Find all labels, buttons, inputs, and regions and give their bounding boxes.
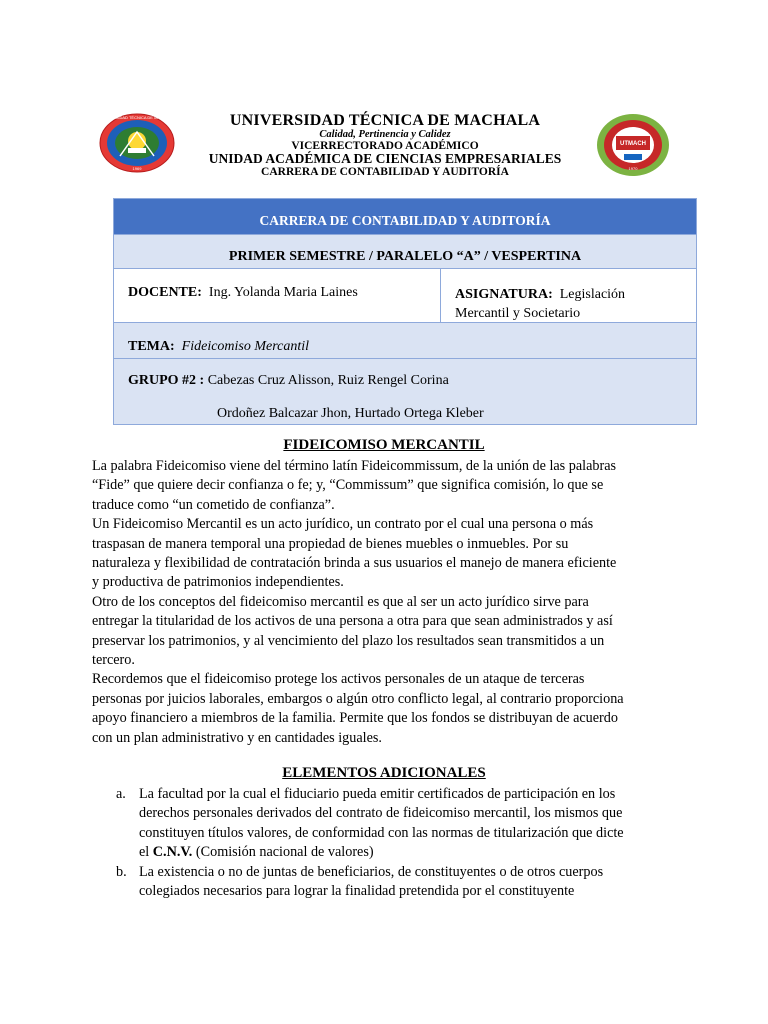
list-marker: b.	[116, 863, 127, 880]
body-line: Un Fideicomiso Mercantil es un acto jurídico, un contrato por el cual una persona o más	[92, 516, 594, 533]
body-line: La palabra Fideicomiso viene del término latín Fideicommissum, de la unión de las palabras	[92, 458, 617, 474]
body-line: traspasan de manera temporal una propiedad de bienes muebles o inmuebles. Por su	[92, 535, 569, 552]
docente-value: Ing. Yolanda Maria Laines	[208, 285, 358, 300]
body-line: personas por juicios laborales, embargos o algún otro conflicto legal, al contrario proporciona	[92, 690, 624, 707]
carrera-row	[114, 199, 696, 234]
body-line: apoyo financiero a miembros de la familia. Permite que los fondos se distribuyan de acuerdo	[92, 710, 618, 727]
seal-year-text: 1969	[132, 166, 142, 171]
section-title-elementos: ELEMENTOS ADICIONALES	[282, 765, 486, 781]
seal-ring-text: UNIVERSIDAD TÉCNICA DE MACHALA	[100, 115, 174, 120]
utmach-seal-logo	[594, 112, 672, 178]
body-line: y productiva de patrimonios independientes.	[92, 574, 344, 591]
university-seal-logo	[98, 112, 176, 174]
course-info-table	[113, 198, 697, 425]
body-line: Recordemos que el fideicomiso protege los activos personales de un ataque de terceras	[92, 671, 585, 688]
section-title-fideicomiso: FIDEICOMISO MERCANTIL	[283, 437, 485, 453]
university-header	[96, 110, 676, 180]
carrera-line: CARRERA DE CONTABILIDAD Y AUDITORÍA	[261, 166, 509, 178]
docente-cell	[114, 269, 441, 322]
carrera-heading: CARRERA DE CONTABILIDAD Y AUDITORÍA	[259, 213, 551, 228]
utmach-seal-text: UTMACH	[620, 141, 646, 147]
list-item-line: La existencia o no de juntas de beneficiarios, de constituyentes o de otros cuerpos	[139, 863, 604, 880]
list-item-line: derechos personales derivados del contrato de fideicomiso mercantil, los mismos que	[139, 805, 623, 822]
grupo-members-line2: Ordoñez Balcazar Jhon, Hurtado Ortega Kleber	[217, 406, 484, 421]
list-item-line: colegiados necesarios para lograr la finalidad pretendida por el constituyente	[139, 883, 575, 900]
body-line: naturaleza y flexibilidad de contratación brinda a sus usuarios el manejo de manera eficiente	[92, 555, 617, 572]
utmach-seal-year: 1970	[628, 166, 638, 171]
university-motto: Calidad, Pertinencia y Calidez	[319, 129, 451, 140]
asignatura-label: ASIGNATURA:	[455, 287, 553, 302]
semestre-row	[114, 234, 696, 268]
docente-asignatura-row	[114, 268, 696, 322]
list-item-line: La facultad por la cual el fiduciario pueda emitir certificados de participación en los	[139, 786, 616, 802]
docente-label: DOCENTE:	[128, 285, 202, 300]
list-item	[92, 863, 682, 902]
elementos-list	[92, 785, 682, 901]
list-item-line: constituyen títulos valores, de conformidad con las normas de titularización que dicte	[139, 824, 624, 841]
grupo-label: GRUPO #2 :	[128, 373, 205, 388]
unidad-academica-line: UNIDAD ACADÉMICA DE CIENCIAS EMPRESARIALES	[208, 151, 562, 166]
vicerrectorado-line: VICERRECTORADO ACADÉMICO	[291, 140, 479, 152]
body-line: tercero.	[92, 652, 135, 669]
list-marker: a.	[116, 786, 126, 802]
body-line: entregar la titularidad de los activos de una persona a otra para que sean administrados y así	[92, 613, 613, 630]
tema-row	[114, 322, 696, 358]
body-line: preservar los patrimonios, y al vencimiento del plazo los resultados sean transmitidos a un	[92, 632, 605, 649]
body-line: “Fide” que quiere decir confianza o fe; y, “Commissum” que significa comisión, lo que se	[92, 477, 604, 494]
semestre-heading: PRIMER SEMESTRE / PARALELO “A” / VESPERTINA	[228, 249, 582, 264]
cnv-abbreviation: C.N.V.	[152, 844, 193, 861]
list-item-suffix: (Comisión nacional de valores)	[195, 844, 374, 861]
asignatura-value-1: Legislación	[559, 287, 626, 302]
grupo-row	[114, 358, 696, 424]
university-name: UNIVERSIDAD TÉCNICA DE MACHALA	[229, 112, 541, 129]
list-item-line	[139, 843, 682, 862]
section-body-fideicomiso	[92, 457, 682, 748]
asignatura-value-2: Mercantil y Societario	[455, 306, 581, 321]
body-line: traduce como “un cometido de confianza”.	[92, 496, 335, 513]
asignatura-cell	[455, 285, 685, 323]
list-item-prefix: el	[139, 844, 150, 861]
grupo-members-line1: Cabezas Cruz Alisson, Ruiz Rengel Corina	[207, 373, 449, 388]
body-line: con un plan administrativo y en cantidades iguales.	[92, 729, 382, 746]
tema-label: TEMA:	[128, 339, 175, 354]
list-item	[92, 785, 682, 863]
body-line: Otro de los conceptos del fideicomiso mercantil es que al ser un acto jurídico sirve para	[92, 593, 589, 610]
tema-value: Fideicomiso Mercantil	[181, 339, 310, 354]
